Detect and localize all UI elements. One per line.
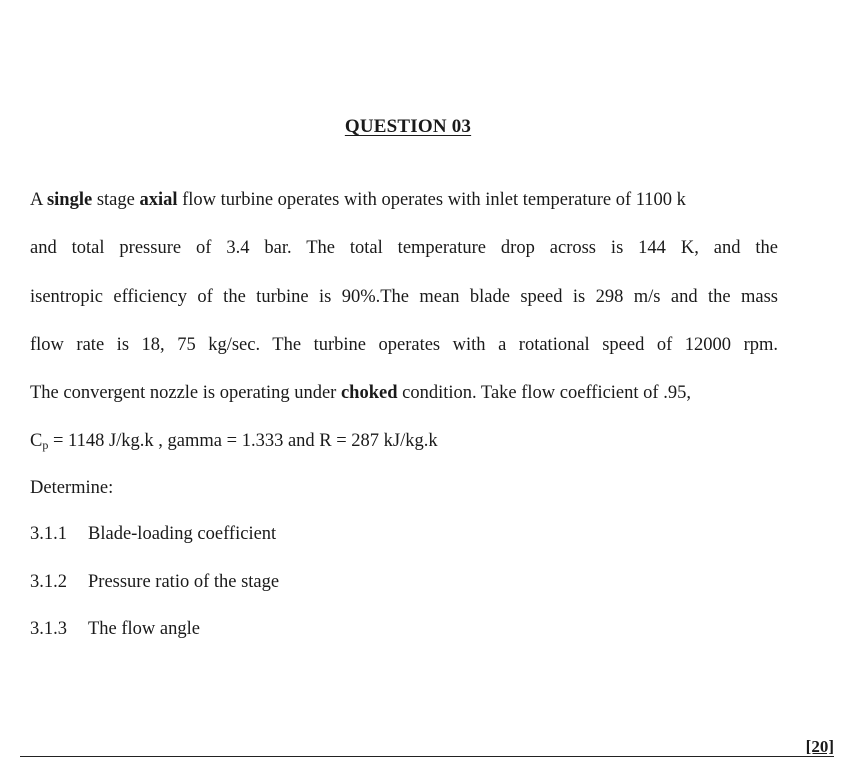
problem-line-2: and total pressure of 3.4 bar. The total temperature drop across is 144 K, and the: [30, 238, 778, 258]
problem-line-3: isentropic efficiency of the turbine is 90%.The mean blade speed is 298 m/s and the mass: [30, 287, 778, 307]
problem-line-4: flow rate is 18, 75 kg/sec. The turbine operates with a rotational speed of 12000 rpm.: [30, 335, 778, 355]
determine-label: Determine:: [30, 478, 114, 498]
problem-line-1: A single stage axial flow turbine operates with operates with inlet temperature of 1100 k: [30, 190, 686, 210]
list-item: 3.1.1 Blade-loading coefficient: [30, 524, 277, 544]
list-item: 3.1.2 Pressure ratio of the stage: [30, 572, 280, 592]
marks-label: [20]: [805, 737, 834, 756]
problem-line-6: $C_p = 1148$ J/kg.k , gamma = 1.333 and R = 287 kJ/kg.k: [30, 431, 438, 452]
problem-line-5: The convergent nozzle is operating under choked condition. Take flow coefficient of .95,: [30, 383, 691, 403]
question-title: QUESTION 03: [344, 116, 472, 137]
bottom-divider: [20, 756, 834, 757]
list-item: 3.1.3 The flow angle: [30, 619, 200, 639]
